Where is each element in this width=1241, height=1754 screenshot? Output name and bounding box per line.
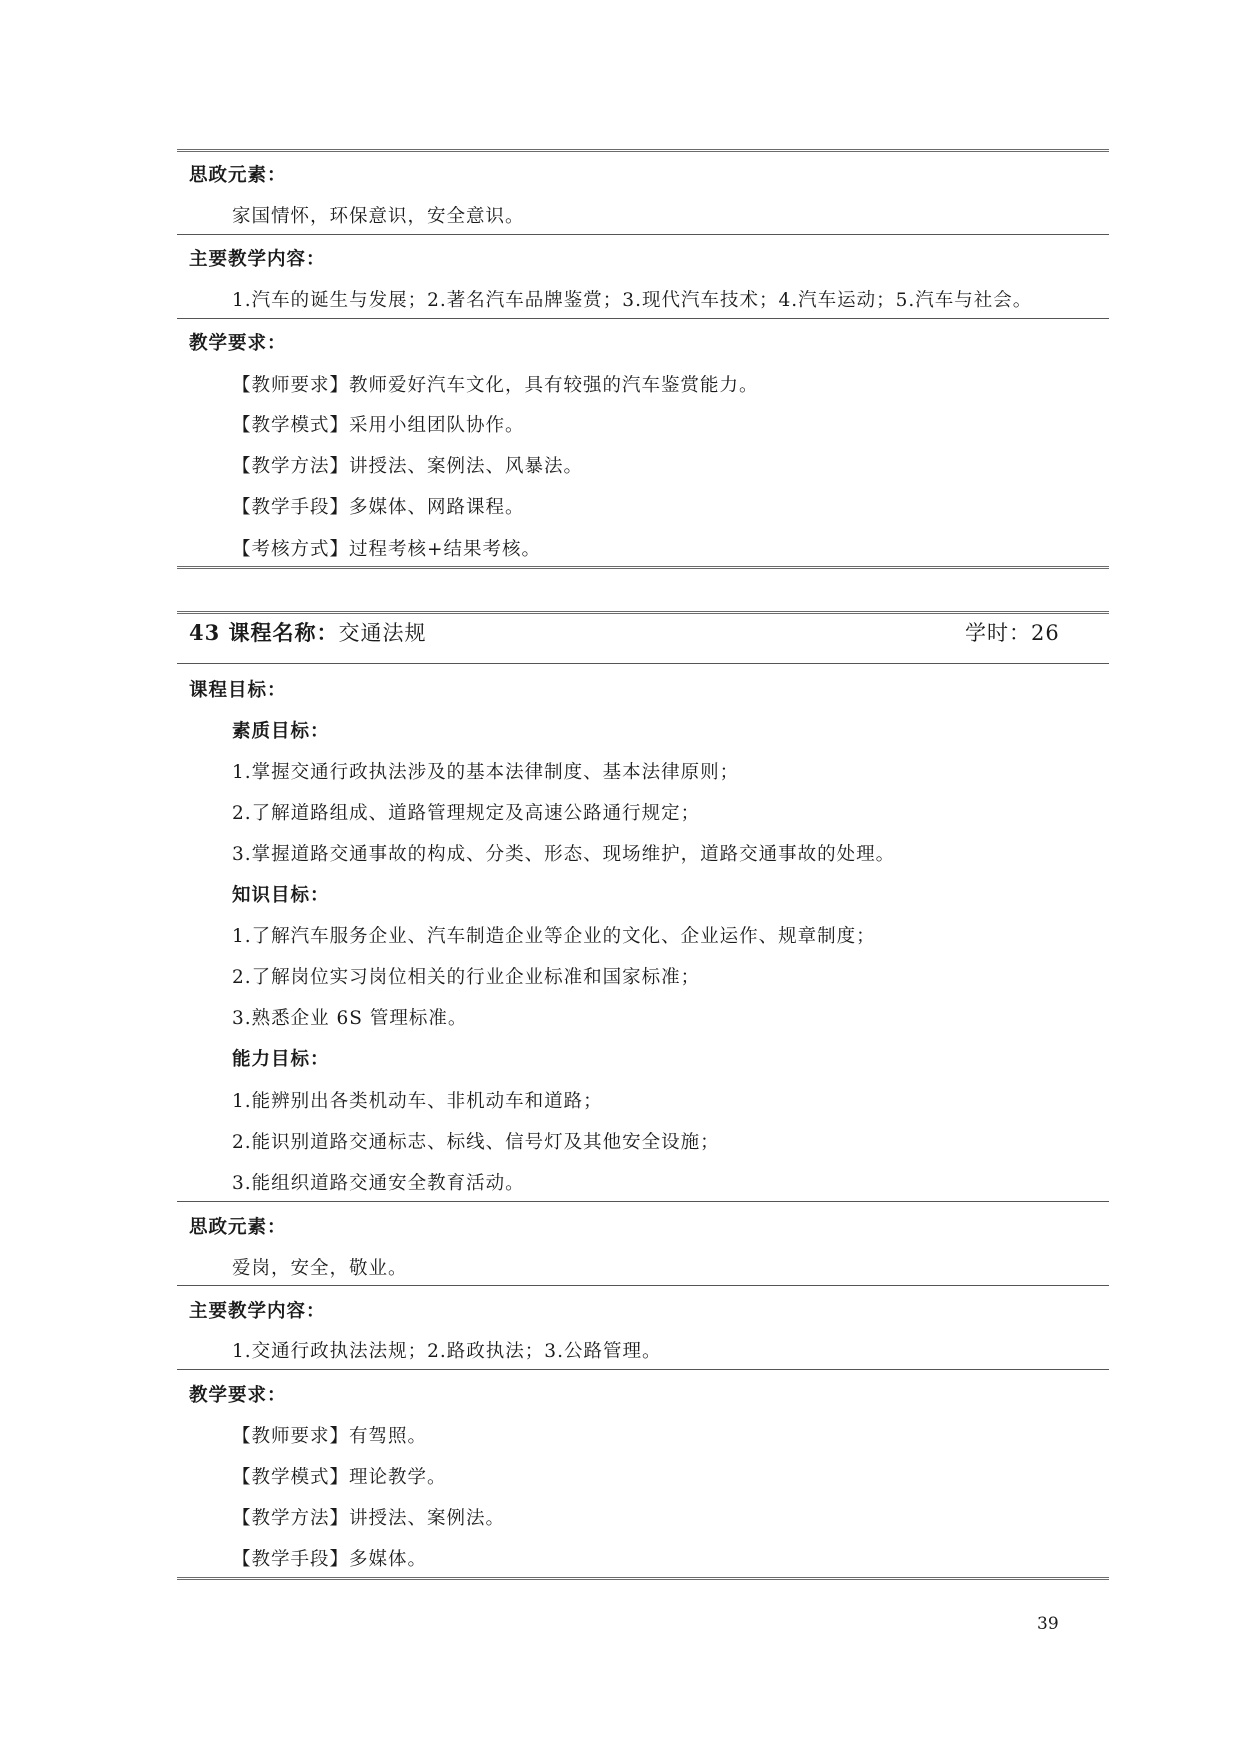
req-item: 【教学方法】讲授法、案例法、风暴法。: [232, 456, 584, 477]
sizheng-text: 家国情怀，环保意识，安全意识。: [232, 206, 525, 227]
table-top-border: [177, 149, 1109, 152]
content-text: 1.汽车的诞生与发展；2.著名汽车品牌鉴赏；3.现代汽车技术；4.汽车运动；5.汽车与社会。: [232, 290, 1033, 311]
row-divider: [177, 1201, 1109, 1202]
knowledge-goals-heading: 知识目标：: [232, 885, 330, 906]
course-name: 交通法规: [338, 621, 427, 645]
req-item: 【教师要求】教师爱好汽车文化，具有较强的汽车鉴赏能力。: [232, 375, 759, 396]
content-heading: 主要教学内容：: [189, 249, 326, 270]
knowledge-goal-item: 1.了解汽车服务企业、汽车制造企业等企业的文化、企业运作、规章制度；: [232, 926, 876, 947]
req-item: 【教学方法】讲授法、案例法。: [232, 1508, 506, 1529]
ability-goal-item: 2.能识别道路交通标志、标线、信号灯及其他安全设施；: [232, 1132, 720, 1153]
course-number-label: 43 课程名称：: [189, 620, 339, 645]
quality-goal-item: 2.了解道路组成、道路管理规定及高速公路通行规定；: [232, 803, 701, 824]
req-item: 【教学手段】多媒体。: [232, 1549, 428, 1570]
row-divider: [177, 663, 1109, 664]
content-text: 1.交通行政执法法规；2.路政执法；3.公路管理。: [232, 1341, 662, 1362]
sizheng-heading: 思政元素：: [189, 165, 287, 186]
row-divider: [177, 1285, 1109, 1286]
knowledge-goal-item: 3.熟悉企业 6S 管理标准。: [232, 1008, 468, 1029]
content-heading: 主要教学内容：: [189, 1301, 326, 1322]
ability-goal-item: 1.能辨别出各类机动车、非机动车和道路；: [232, 1091, 603, 1112]
course-hours: 学时：26: [965, 621, 1060, 645]
req-heading: 教学要求：: [189, 333, 287, 354]
page-number: 39: [1037, 1614, 1059, 1634]
goals-heading: 课程目标：: [189, 680, 287, 701]
table-bottom-border: [177, 566, 1109, 569]
ability-goal-item: 3.能组织道路交通安全教育活动。: [232, 1173, 525, 1194]
req-item: 【教学模式】理论教学。: [232, 1467, 447, 1488]
quality-goal-item: 3.掌握道路交通事故的构成、分类、形态、现场维护，道路交通事故的处理。: [232, 844, 896, 865]
ability-goals-heading: 能力目标：: [232, 1049, 330, 1070]
quality-goal-item: 1.掌握交通行政执法涉及的基本法律制度、基本法律原则；: [232, 762, 740, 783]
row-divider: [177, 234, 1109, 235]
req-item: 【教学手段】多媒体、网路课程。: [232, 497, 525, 518]
course-table-top-border: [177, 611, 1109, 614]
knowledge-goal-item: 2.了解岗位实习岗位相关的行业企业标准和国家标准；: [232, 967, 701, 988]
sizheng-text: 爱岗，安全，敬业。: [232, 1258, 408, 1279]
course-table-bottom-border: [177, 1577, 1109, 1580]
sizheng-heading: 思政元素：: [189, 1217, 287, 1238]
row-divider: [177, 318, 1109, 319]
course-title: [189, 620, 427, 646]
req-item: 【教师要求】有驾照。: [232, 1426, 428, 1447]
req-heading: 教学要求：: [189, 1385, 287, 1406]
row-divider: [177, 1369, 1109, 1370]
quality-goals-heading: 素质目标：: [232, 721, 330, 742]
req-item: 【教学模式】采用小组团队协作。: [232, 415, 525, 436]
req-item: 【考核方式】过程考核+结果考核。: [232, 539, 542, 560]
